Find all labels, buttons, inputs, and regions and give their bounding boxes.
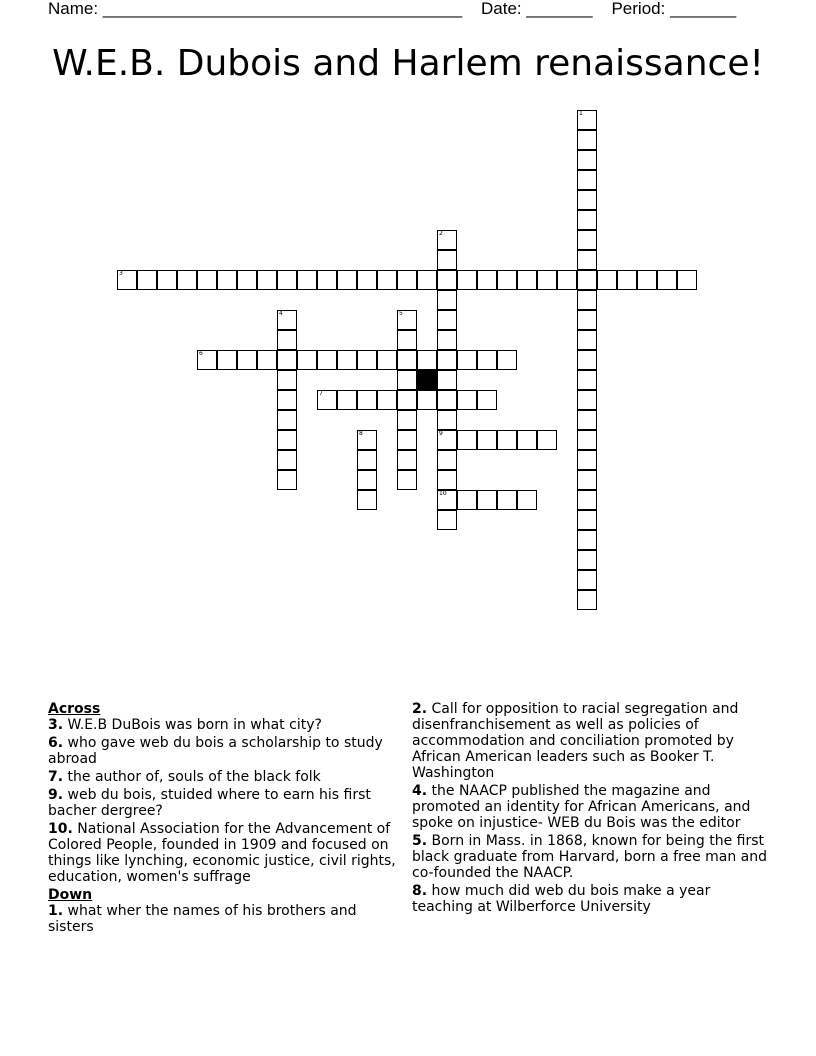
crossword-cell[interactable] xyxy=(277,390,297,410)
crossword-cell[interactable] xyxy=(197,270,217,290)
date-label: Date: xyxy=(481,0,522,18)
crossword-cell[interactable] xyxy=(577,230,597,250)
clue-down-8 xyxy=(412,883,772,915)
crossword-cell[interactable] xyxy=(557,270,577,290)
crossword-cell[interactable] xyxy=(457,270,477,290)
crossword-cell[interactable] xyxy=(437,470,457,490)
clue-number: 7. xyxy=(48,769,64,785)
clue-across-9 xyxy=(48,787,400,819)
crossword-cell[interactable] xyxy=(537,270,557,290)
crossword-cell[interactable] xyxy=(277,350,297,370)
crossword-cell[interactable] xyxy=(437,310,457,330)
cell-number: 1 xyxy=(579,110,583,117)
crossword-cell[interactable] xyxy=(577,510,597,530)
crossword-cell[interactable] xyxy=(577,170,597,190)
crossword-cell[interactable] xyxy=(477,350,497,370)
clue-text: how much did web du bois make a year teaching at Wilberforce University xyxy=(412,883,711,915)
crossword-cell[interactable] xyxy=(657,270,677,290)
crossword-cell[interactable] xyxy=(397,270,417,290)
crossword-cell[interactable] xyxy=(577,330,597,350)
clue-number: 2. xyxy=(412,701,428,717)
crossword-cell[interactable] xyxy=(317,270,337,290)
crossword-cell[interactable] xyxy=(577,390,597,410)
crossword-cell[interactable] xyxy=(477,270,497,290)
crossword-cell[interactable] xyxy=(437,250,457,270)
cell-number: 7 xyxy=(319,390,323,397)
crossword-cell[interactable] xyxy=(437,510,457,530)
crossword-cell[interactable] xyxy=(577,290,597,310)
crossword-cell[interactable] xyxy=(477,430,497,450)
crossword-cell[interactable] xyxy=(277,370,297,390)
clue-number: 9. xyxy=(48,787,64,803)
clue-number: 4. xyxy=(412,783,428,799)
crossword-cell[interactable] xyxy=(457,350,477,370)
crossword-cell[interactable] xyxy=(277,270,297,290)
crossword-cell[interactable] xyxy=(117,270,137,290)
crossword-cell[interactable] xyxy=(157,270,177,290)
across-heading: Across xyxy=(48,701,101,717)
crossword-cell[interactable] xyxy=(297,270,317,290)
clue-down-4 xyxy=(412,783,772,831)
crossword-cell[interactable] xyxy=(337,390,357,410)
crossword-cell[interactable] xyxy=(577,270,597,290)
crossword-cell[interactable] xyxy=(237,350,257,370)
crossword-cell[interactable] xyxy=(437,330,457,350)
clue-text: what wher the names of his brothers and sisters xyxy=(48,903,357,935)
crossword-cell[interactable] xyxy=(357,450,377,470)
crossword-cell[interactable] xyxy=(277,430,297,450)
crossword-cell[interactable] xyxy=(437,350,457,370)
crossword-cell[interactable] xyxy=(277,410,297,430)
crossword-cell[interactable] xyxy=(397,430,417,450)
name-blank[interactable]: ______________________________________ xyxy=(102,0,463,18)
crossword-cell[interactable] xyxy=(577,130,597,150)
crossword-cell[interactable] xyxy=(517,490,537,510)
crossword-cell[interactable] xyxy=(217,350,237,370)
clue-text: W.E.B DuBois was born in what city? xyxy=(67,717,322,733)
crossword-cell[interactable] xyxy=(597,270,617,290)
clue-number: 6. xyxy=(48,735,64,751)
crossword-cell[interactable] xyxy=(437,390,457,410)
crossword-cell[interactable] xyxy=(577,210,597,230)
crossword-cell[interactable] xyxy=(677,270,697,290)
cell-number: 2 xyxy=(439,230,443,237)
crossword-cell[interactable] xyxy=(577,430,597,450)
clue-across-7 xyxy=(48,769,400,785)
date-blank[interactable]: _______ xyxy=(526,0,593,18)
crossword-cell[interactable] xyxy=(297,350,317,370)
crossword-cell[interactable] xyxy=(517,430,537,450)
crossword-cell[interactable] xyxy=(397,470,417,490)
clue-text: Call for opposition to racial segregation and disenfranchisement as well as policies of accommodation and conciliation promoted by African American leaders such as Booker T. Washington xyxy=(412,701,739,781)
crossword-cell[interactable] xyxy=(397,350,417,370)
cell-number: 4 xyxy=(279,310,283,317)
crossword-cell[interactable] xyxy=(397,370,417,390)
crossword-cell[interactable] xyxy=(437,270,457,290)
cell-number: 9 xyxy=(439,430,443,437)
clue-down-2 xyxy=(412,701,772,781)
crossword-cell[interactable] xyxy=(577,250,597,270)
clues-right-column xyxy=(412,701,772,917)
crossword-cell[interactable] xyxy=(577,110,597,130)
crossword-cell[interactable] xyxy=(277,470,297,490)
crossword-cell[interactable] xyxy=(577,450,597,470)
clue-down-1 xyxy=(48,903,400,935)
clue-across-3 xyxy=(48,717,400,733)
crossword-cell[interactable] xyxy=(337,270,357,290)
crossword-cell[interactable] xyxy=(397,330,417,350)
cell-number: 6 xyxy=(199,350,203,357)
clue-down-5 xyxy=(412,833,772,881)
crossword-cell[interactable] xyxy=(357,270,377,290)
crossword-cell[interactable] xyxy=(257,350,277,370)
black-cell xyxy=(417,370,437,390)
cell-number: 3 xyxy=(119,270,123,277)
crossword-cell[interactable] xyxy=(517,270,537,290)
crossword-cell[interactable] xyxy=(277,310,297,330)
crossword-cell[interactable] xyxy=(617,270,637,290)
clue-number: 1. xyxy=(48,903,64,919)
crossword-cell[interactable] xyxy=(497,490,517,510)
crossword-cell[interactable] xyxy=(357,470,377,490)
period-label: Period: xyxy=(611,0,666,18)
crossword-cell[interactable] xyxy=(277,450,297,470)
crossword-cell[interactable] xyxy=(437,450,457,470)
crossword-cell[interactable] xyxy=(397,450,417,470)
crossword-cell[interactable] xyxy=(437,490,457,510)
clue-across-6 xyxy=(48,735,400,767)
cell-number: 10 xyxy=(439,490,447,497)
cell-number: 8 xyxy=(359,430,363,437)
clue-text: National Association for the Advancement of Colored People, founded in 1909 and focused on things like lynching, economic justice, civil rights, education, women's suffrage xyxy=(48,821,396,885)
down-heading: Down xyxy=(48,887,93,903)
crossword-cell[interactable] xyxy=(217,270,237,290)
crossword-cell[interactable] xyxy=(477,390,497,410)
clue-text: Born in Mass. in 1868, known for being the first black graduate from Harvard, born a free man and co-founded the NAACP. xyxy=(412,833,768,881)
crossword-cell[interactable] xyxy=(357,390,377,410)
crossword-cell[interactable] xyxy=(497,270,517,290)
crossword-cell[interactable] xyxy=(317,350,337,370)
crossword-cell[interactable] xyxy=(357,350,377,370)
crossword-cell[interactable] xyxy=(537,430,557,450)
crossword-cell[interactable] xyxy=(577,150,597,170)
clue-text: the NAACP published the magazine and promoted an identity for African Americans, and spoke on injustice- WEB du Bois was the editor xyxy=(412,783,751,831)
crossword-cell[interactable] xyxy=(577,490,597,510)
crossword-cell[interactable] xyxy=(477,490,497,510)
crossword-cell[interactable] xyxy=(457,490,477,510)
clue-text: who gave web du bois a scholarship to study abroad xyxy=(48,735,383,767)
crossword-cell[interactable] xyxy=(577,310,597,330)
crossword-cell[interactable] xyxy=(417,390,437,410)
crossword-cell[interactable] xyxy=(397,390,417,410)
crossword-cell[interactable] xyxy=(577,190,597,210)
crossword-cell[interactable] xyxy=(137,270,157,290)
crossword-cell[interactable] xyxy=(417,350,437,370)
clue-across-10 xyxy=(48,821,400,885)
crossword-cell[interactable] xyxy=(357,490,377,510)
crossword-cell[interactable] xyxy=(377,270,397,290)
crossword-cell[interactable] xyxy=(277,330,297,350)
crossword-cell[interactable] xyxy=(257,270,277,290)
crossword-cell[interactable] xyxy=(457,390,477,410)
page-title: W.E.B. Dubois and Harlem renaissance! xyxy=(52,43,764,84)
crossword-cell[interactable] xyxy=(457,430,477,450)
crossword-cell[interactable] xyxy=(397,410,417,430)
crossword-cell[interactable] xyxy=(497,430,517,450)
clues-left-column xyxy=(48,701,400,937)
crossword-cell[interactable] xyxy=(437,370,457,390)
period-blank[interactable]: _______ xyxy=(670,0,737,18)
cell-number: 5 xyxy=(399,310,403,317)
crossword-cell[interactable] xyxy=(577,550,597,570)
crossword-cell[interactable] xyxy=(437,290,457,310)
crossword-cell[interactable] xyxy=(417,270,437,290)
clue-text: web du bois, stuided where to earn his first bacher dergree? xyxy=(48,787,371,819)
crossword-cell[interactable] xyxy=(577,530,597,550)
clue-number: 8. xyxy=(412,883,428,899)
crossword-cell[interactable] xyxy=(397,310,417,330)
crossword-cell[interactable] xyxy=(577,570,597,590)
crossword-cell[interactable] xyxy=(577,410,597,430)
crossword-cell[interactable] xyxy=(577,350,597,370)
crossword-cell[interactable] xyxy=(577,370,597,390)
clue-text: the author of, souls of the black folk xyxy=(67,769,321,785)
crossword-cell[interactable] xyxy=(437,430,457,450)
name-label: Name: xyxy=(48,0,99,18)
clue-number: 3. xyxy=(48,717,64,733)
crossword-cell[interactable] xyxy=(377,350,397,370)
crossword-cell[interactable] xyxy=(437,230,457,250)
crossword-cell[interactable] xyxy=(577,590,597,610)
crossword-cell[interactable] xyxy=(377,390,397,410)
crossword-cell[interactable] xyxy=(637,270,657,290)
crossword-cell[interactable] xyxy=(337,350,357,370)
crossword-cell[interactable] xyxy=(577,470,597,490)
clue-number: 10. xyxy=(48,821,73,837)
crossword-cell[interactable] xyxy=(237,270,257,290)
crossword-cell[interactable] xyxy=(317,390,337,410)
crossword-cell[interactable] xyxy=(357,430,377,450)
crossword-cell[interactable] xyxy=(437,410,457,430)
crossword-cell[interactable] xyxy=(497,350,517,370)
crossword-cell[interactable] xyxy=(177,270,197,290)
crossword-cell[interactable] xyxy=(197,350,217,370)
clue-number: 5. xyxy=(412,833,428,849)
